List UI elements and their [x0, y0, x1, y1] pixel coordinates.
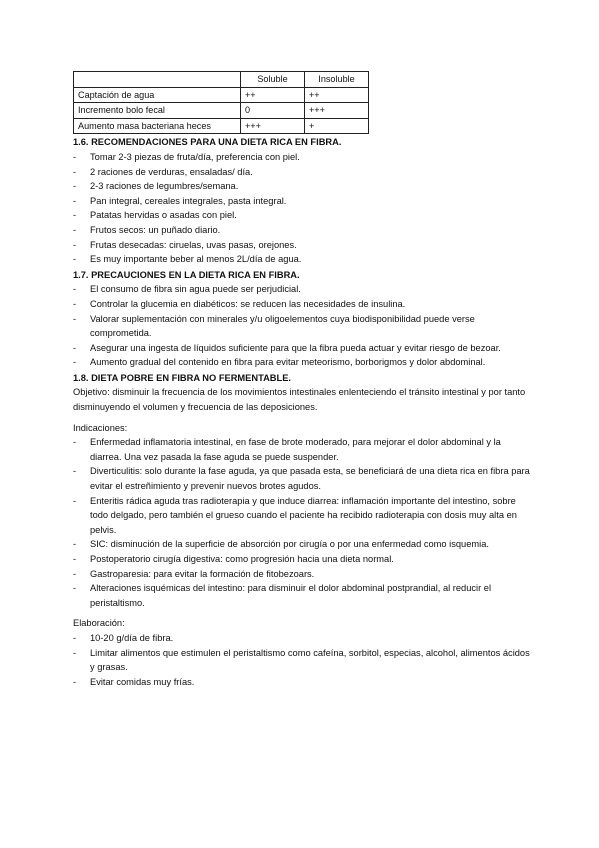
- dash-bullet: -: [73, 195, 77, 206]
- table-row: [74, 118, 369, 134]
- dash-bullet: -: [73, 632, 77, 643]
- dash-bullet: -: [73, 151, 77, 162]
- list-item-text: 10-20 g/día de fibra.: [90, 632, 174, 643]
- list-item-text: Enteritis rádica aguda tras radioterapia y que induce diarrea: inflamación importante del intestino, sobre todo delgado, pero también el grueso cuando el paciente ha recibido radioterapia con dosis muy alta en pelvis.: [90, 495, 517, 535]
- list-item: [73, 223, 533, 238]
- list-item-text: Postoperatorio cirugía digestiva: como progresión hacia una dieta normal.: [90, 554, 394, 564]
- dash-bullet: -: [73, 495, 77, 506]
- dash-bullet: -: [73, 466, 77, 477]
- list-item-text: Es muy importante beber al menos 2L/día de agua.: [90, 254, 302, 265]
- dash-bullet: -: [73, 210, 77, 221]
- list-item-text: Evitar comidas muy frías.: [90, 676, 195, 687]
- list-item-text: El consumo de fibra sin agua puede ser perjudicial.: [90, 284, 301, 295]
- list-item-text: SIC: disminución de la superficie de absorción por cirugía o por una enfermedad como isquemia.: [90, 539, 489, 550]
- list-item: [73, 552, 533, 567]
- table-cell: ++: [305, 87, 369, 103]
- table-header-cell: Soluble: [241, 72, 305, 88]
- fiber-comparison-table: [73, 71, 369, 134]
- list-item-text: Tomar 2-3 piezas de fruta/día, preferencia con piel.: [90, 151, 300, 162]
- indications-list: [73, 435, 533, 610]
- list-item-text: 2 raciones de verduras, ensaladas/ día.: [90, 166, 253, 177]
- dash-bullet: -: [73, 342, 77, 353]
- elaboration-label: Elaboración:: [73, 618, 125, 629]
- list-item: [73, 179, 533, 194]
- table-cell: +++: [241, 118, 305, 134]
- dash-bullet: -: [73, 568, 77, 579]
- dash-bullet: -: [73, 357, 77, 368]
- table-cell: Captación de agua: [74, 87, 241, 103]
- list-item: [73, 165, 533, 180]
- list-item: [73, 252, 533, 267]
- dash-bullet: -: [73, 583, 77, 594]
- table-cell: ++: [241, 87, 305, 103]
- table-cell: 0: [241, 103, 305, 119]
- list-item: [73, 341, 533, 356]
- list-item-text: Alteraciones isquémicas del intestino: para disminuir el dolor abdominal postprandial, al reducir el peristaltismo.: [90, 583, 492, 608]
- list-item: [73, 567, 533, 582]
- section-heading: 1.6. RECOMENDACIONES PARA UNA DIETA RICA EN FIBRA.: [73, 137, 342, 148]
- dash-bullet: -: [73, 166, 77, 177]
- list-item: [73, 150, 533, 165]
- list-item: [73, 435, 533, 464]
- list-item-text: Asegurar una ingesta de líquidos suficiente para que la fibra pueda actuar y evitar riesgo de bezoar.: [90, 342, 501, 353]
- list-item: [73, 537, 533, 552]
- list-item-text: Pan integral, cereales integrales, pasta integral.: [90, 195, 287, 206]
- precautions-list: [73, 282, 533, 370]
- table-header-cell: Insoluble: [305, 72, 369, 88]
- list-item-text: Frutas desecadas: ciruelas, uvas pasas, orejones.: [90, 239, 297, 250]
- section-heading: 1.8. DIETA POBRE EN FIBRA NO FERMENTABLE.: [73, 372, 291, 383]
- table-header-cell: [74, 72, 241, 88]
- table-cell: Aumento masa bacteriana heces: [74, 118, 241, 134]
- list-item: [73, 312, 533, 341]
- table-row: [74, 87, 369, 103]
- document-content: [73, 71, 533, 689]
- list-item: [73, 238, 533, 253]
- list-item-text: Controlar la glucemia en diabéticos: se reducen las necesidades de insulina.: [90, 298, 406, 309]
- objective-paragraph: Objetivo: disminuir la frecuencia de los movimientos intestinales enlenteciendo el tránsito intestinal y por tanto disminuyendo el volumen y frecuencia de las deposiciones.: [73, 387, 526, 413]
- list-item: [73, 282, 533, 297]
- list-item-text: Enfermedad inflamatoria intestinal, en fase de brote moderado, para mejorar el dolor abdominal y la diarrea. Una vez pasada la fase aguda se puede suspender.: [90, 437, 501, 462]
- list-item: [73, 675, 533, 690]
- dash-bullet: -: [73, 254, 77, 265]
- list-item-text: Diverticulitis: solo durante la fase aguda, ya que pasada esta, se beneficiará de una dieta rica en fibra para evitar el estreñimiento y prevenir nuevos brotes agudos.: [90, 466, 530, 492]
- list-item: [73, 194, 533, 209]
- dash-bullet: -: [73, 239, 77, 250]
- table-row: [74, 103, 369, 119]
- table-header-row: [74, 72, 369, 88]
- dash-bullet: -: [73, 647, 77, 658]
- list-item: [73, 464, 533, 493]
- list-item: [73, 631, 533, 646]
- recommendations-list: [73, 150, 533, 267]
- list-item: [73, 494, 533, 538]
- dash-bullet: -: [73, 224, 77, 235]
- dash-bullet: -: [73, 676, 77, 687]
- list-item-text: 2-3 raciones de legumbres/semana.: [90, 181, 239, 192]
- dash-bullet: -: [73, 539, 77, 550]
- table-cell: +: [305, 118, 369, 134]
- list-item: [73, 297, 533, 312]
- list-item: [73, 355, 533, 370]
- dash-bullet: -: [73, 298, 77, 309]
- list-item-text: Frutos secos: un puñado diario.: [90, 224, 221, 235]
- indications-label: Indicaciones:: [73, 422, 128, 433]
- list-item: [73, 208, 533, 223]
- list-item-text: Valorar suplementación con minerales y/u oligoelementos cuya biodisponibilidad puede verse comprometida.: [90, 313, 475, 339]
- table-cell: Incremento bolo fecal: [74, 103, 241, 119]
- dash-bullet: -: [73, 181, 77, 192]
- elaboration-list: [73, 631, 533, 689]
- list-item-text: Gastroparesia: para evitar la formación de fitobezoars.: [90, 568, 315, 579]
- dash-bullet: -: [73, 554, 77, 564]
- list-item-text: Patatas hervidas o asadas con piel.: [90, 210, 237, 221]
- dash-bullet: -: [73, 284, 77, 295]
- list-item-text: Limitar alimentos que estimulen el peristaltismo como cafeína, sorbitol, especias, alcohol, alimentos ácidos y grasas.: [90, 647, 530, 673]
- dash-bullet: -: [73, 313, 77, 324]
- dash-bullet: -: [73, 437, 77, 448]
- list-item: [73, 581, 533, 610]
- list-item: [73, 646, 533, 675]
- section-heading: 1.7. PRECAUCIONES EN LA DIETA RICA EN FIBRA.: [73, 269, 300, 280]
- table-cell: +++: [305, 103, 369, 119]
- list-item-text: Aumento gradual del contenido en fibra para evitar meteorismo, borborigmos y dolor abdominal.: [90, 357, 486, 368]
